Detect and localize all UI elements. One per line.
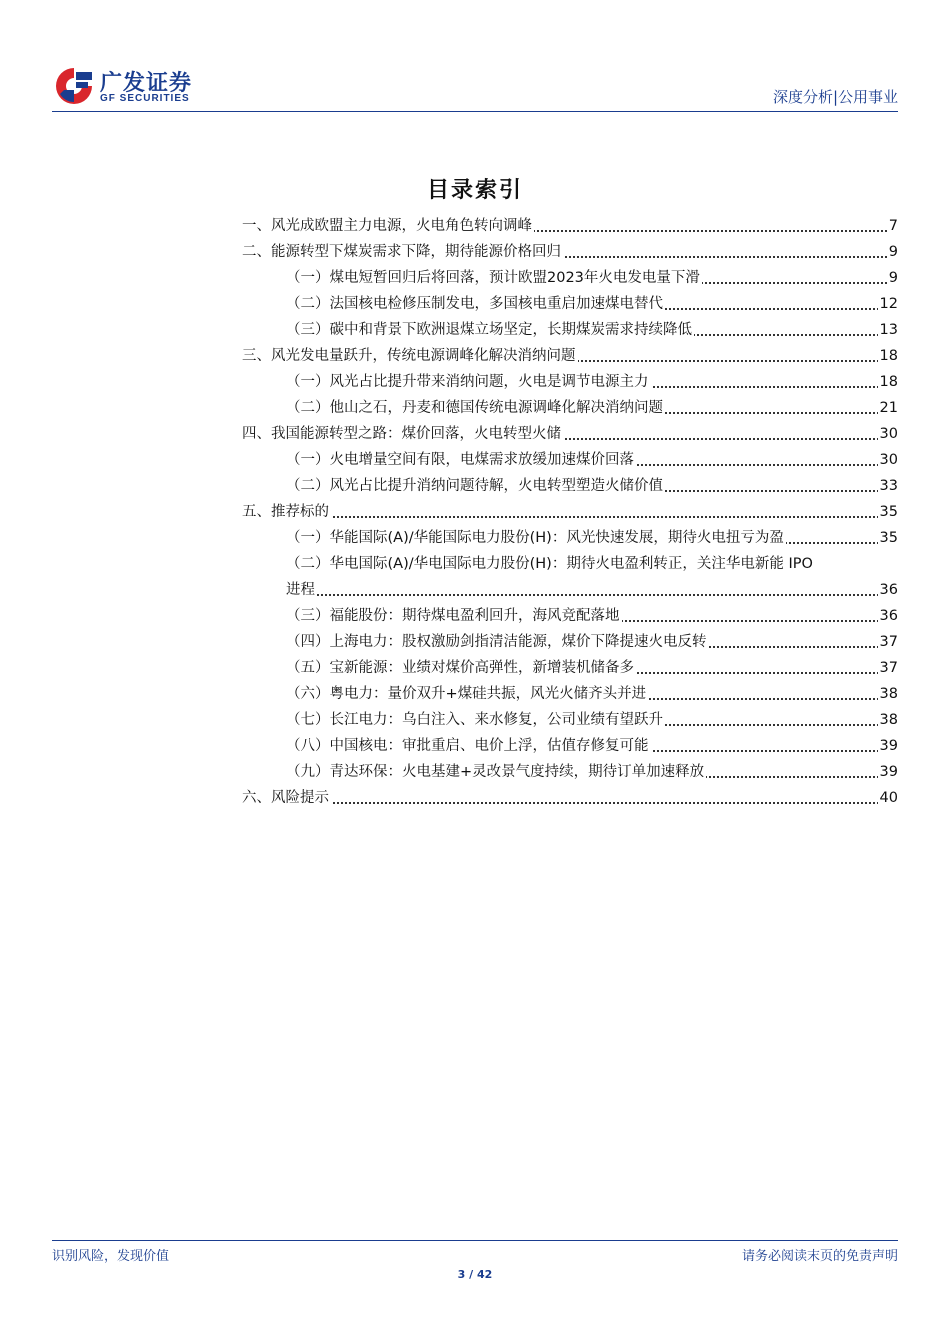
toc-entry[interactable] (242, 317, 898, 343)
page-number: 3 / 42 (457, 1268, 493, 1281)
toc-entry-page: 40 (878, 785, 898, 811)
toc-entry-label: （八）中国核电：审批重启、电价上浮，估值存修复可能 (286, 733, 651, 759)
toc-entry[interactable] (242, 655, 898, 681)
toc-entry-page: 37 (878, 629, 898, 655)
toc-entry-page: 37 (878, 655, 898, 681)
toc-entry-label: （一）风光占比提升带来消纳问题，火电是调节电源主力 (286, 369, 651, 395)
toc-entry[interactable] (242, 421, 898, 447)
toc-entry-label: 三、风光发电量跃升，传统电源调峰化解决消纳问题 (242, 343, 578, 369)
toc-entry-page: 9 (887, 239, 898, 265)
toc-entry[interactable] (242, 291, 898, 317)
footer-slogan: 识别风险，发现价值 (52, 1249, 170, 1264)
toc-entry-label: （二）华电国际(A)/华电国际电力股份(H)：期待火电盈利转正，关注华电新能 IPO (286, 551, 815, 577)
page-header (52, 62, 898, 110)
toc-title: 目录索引 (426, 178, 523, 203)
toc-entry-page: 30 (878, 421, 898, 447)
toc-entry-label: 五、推荐标的 (242, 499, 331, 525)
toc-entry-page: 18 (878, 343, 898, 369)
toc-entry-page: 7 (887, 213, 898, 239)
toc-entry-label: （九）青达环保：火电基建+灵改景气度持续，期待订单加速释放 (286, 759, 706, 785)
toc-entry-page: 39 (878, 759, 898, 785)
table-of-contents (242, 213, 898, 811)
toc-entry[interactable] (242, 343, 898, 369)
toc-entry-label: 一、风光成欧盟主力电源，火电角色转向调峰 (242, 213, 534, 239)
toc-entry-label: （二）法国核电检修压制发电，多国核电重启加速煤电替代 (286, 291, 665, 317)
logo-english-name: GF SECURITIES (100, 93, 190, 104)
toc-entry[interactable] (242, 265, 898, 291)
toc-entry-label: （三）福能股份：期待煤电盈利回升，海风竞配落地 (286, 603, 622, 629)
toc-entry[interactable] (242, 707, 898, 733)
toc-entry[interactable] (242, 395, 898, 421)
gf-logo-icon (52, 64, 96, 108)
toc-entry[interactable] (242, 369, 898, 395)
toc-entry-page: 21 (878, 395, 898, 421)
toc-entry[interactable] (242, 525, 898, 551)
toc-entry-page: 33 (878, 473, 898, 499)
toc-entry[interactable] (242, 785, 898, 811)
toc-entry-page: 30 (878, 447, 898, 473)
toc-entry-page: 13 (878, 317, 898, 343)
toc-entry-page: 39 (878, 733, 898, 759)
toc-entry-page: 36 (878, 577, 898, 603)
toc-entry-label: （三）碳中和背景下欧洲退煤立场坚定，长期煤炭需求持续降低 (286, 317, 694, 343)
toc-entry[interactable] (242, 239, 898, 265)
toc-entry-label: （六）粤电力：量价双升+煤硅共振，风光火储齐头并进 (286, 681, 648, 707)
toc-entry-label: （二）风光占比提升消纳问题待解，火电转型塑造火储价值 (286, 473, 665, 499)
toc-entry-page: 36 (878, 603, 898, 629)
toc-entry[interactable] (242, 447, 898, 473)
company-logo (52, 62, 252, 110)
logo-chinese-name: 广发证券 (100, 71, 193, 96)
toc-entry-label: 进程 (286, 577, 317, 603)
toc-entry[interactable] (242, 759, 898, 785)
toc-entry-label: 二、能源转型下煤炭需求下降，期待能源价格回归 (242, 239, 563, 265)
toc-entry-label: （一）华能国际(A)/华能国际电力股份(H)：风光快速发展，期待火电扭亏为盈 (286, 525, 786, 551)
toc-entry-page (896, 551, 898, 577)
toc-entry[interactable] (242, 577, 898, 603)
toc-entry[interactable] (242, 629, 898, 655)
toc-entry-label: （一）煤电短暂回归后将回落，预计欧盟2023年火电发电量下滑 (286, 265, 702, 291)
report-section: 深度分析|公用事业 (772, 88, 898, 106)
toc-entry-page: 38 (878, 707, 898, 733)
footer-divider (52, 1240, 898, 1241)
toc-entry-page: 35 (878, 525, 898, 551)
toc-entry-label: 六、风险提示 (242, 785, 331, 811)
toc-entry-page: 12 (878, 291, 898, 317)
toc-entry-label: 四、我国能源转型之路：煤价回落，火电转型火储 (242, 421, 563, 447)
toc-entry-page: 18 (878, 369, 898, 395)
header-divider (52, 111, 898, 112)
toc-entry-label: （五）宝新能源：业绩对煤价高弹性，新增装机储备多 (286, 655, 636, 681)
toc-entry-label: （二）他山之石，丹麦和德国传统电源调峰化解决消纳问题 (286, 395, 665, 421)
toc-entry[interactable] (242, 499, 898, 525)
toc-entry[interactable] (242, 551, 898, 577)
toc-entry[interactable] (242, 473, 898, 499)
toc-entry-page: 38 (878, 681, 898, 707)
toc-entry[interactable] (242, 733, 898, 759)
toc-entry[interactable] (242, 603, 898, 629)
toc-entry-page: 35 (878, 499, 898, 525)
toc-entry[interactable] (242, 681, 898, 707)
toc-entry[interactable] (242, 213, 898, 239)
footer-disclaimer: 请务必阅读末页的免责声明 (741, 1249, 898, 1264)
toc-entry-page: 9 (887, 265, 898, 291)
toc-entry-label: （四）上海电力：股权激励剑指清洁能源，煤价下降提速火电反转 (286, 629, 709, 655)
toc-entry-label: （一）火电增量空间有限，电煤需求放缓加速煤价回落 (286, 447, 636, 473)
toc-entry-label: （七）长江电力：乌白注入、来水修复，公司业绩有望跃升 (286, 707, 665, 733)
